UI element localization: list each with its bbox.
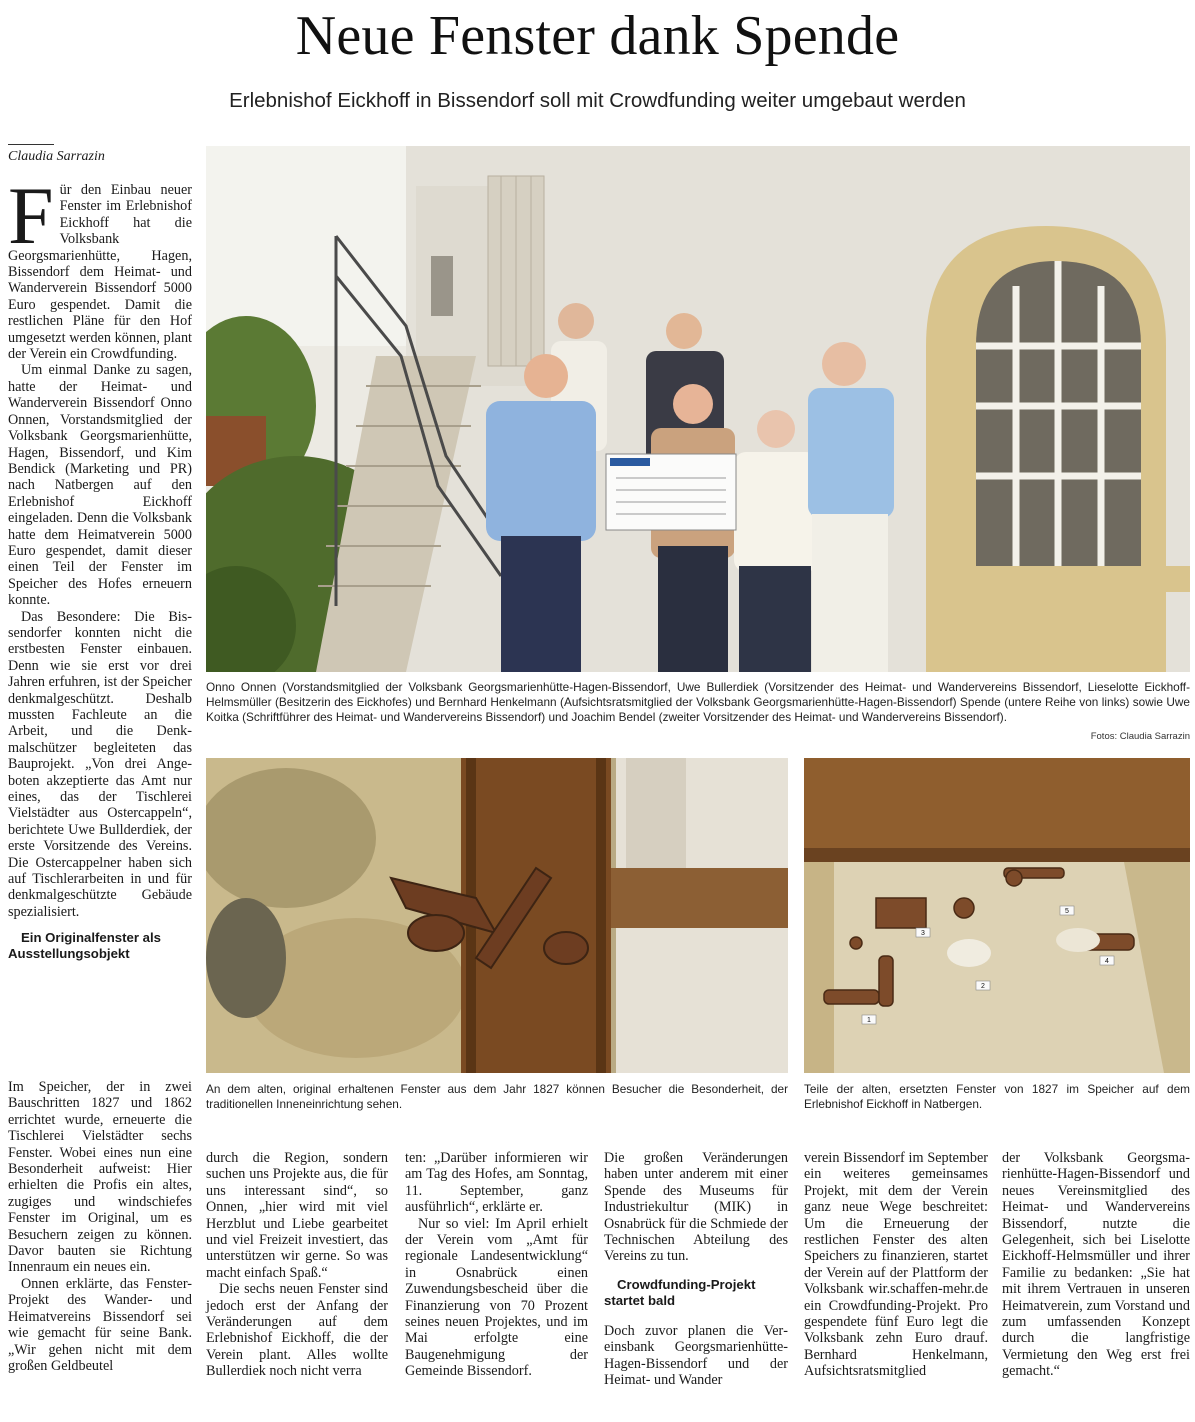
headline: Neue Fenster dank Spende xyxy=(295,5,900,67)
intro-text: ür den Einbau neuer Fenster im Erlebnishof Eickhoff hat die Volksbank Georgsmarienhütte, Hagen, Bissendorf dem Heimat- und Wanderverein Bissendorf 5000 Euro gespendet. Damit die restlichen Pläne für den Hof umgesetzt werden können, plant der Verein ein Crowdfunding. xyxy=(8,182,192,363)
column-2 xyxy=(206,1150,388,1380)
part-label-1: 1 xyxy=(867,1017,871,1024)
parts-photo-caption: Teile der alten, ersetzten Fenster von 1827 im Speicher auf dem Erlebnishof Eickhoff in Natbergen. xyxy=(804,1082,1190,1111)
col2-para-a: durch die Region, sondern suchen uns Projekte aus, die für uns interessant sind“, so Onnen, „hier wird mit viel Herzblut und Liebe gearbeitet und viel Freizeit investiert, das unterstützen wir gerne. So was macht einfach Spaß.“ xyxy=(206,1150,388,1281)
col6-para-a: der Volksbank Georgsmarienhütte-Hagen-Bissendorf und neues Vereinsmitglied des Heimat- und Wandervereins Bissendorf, nutzte die Gelegenheit, sich bei Liselotte Eickhoff-Helmsmüller und ihrer Familie zu bedanken: „Sie hat mit ihrem Vertrauen in unseren Heimatverein, zum Vorstand und zum umfassenden Konzept durch die langfristige Vermietung den Weg erst frei gemacht.“ xyxy=(1002,1150,1190,1380)
col5-para-a: verein Bissendorf im September ein weiteres gemeinsames Projekt, mit dem der Verein ganz neue Wege beschreitet: Um die Erneuerung der restlichen Fenster des alten Speichers zu finanzieren, startet der Verein auf der Plattform der Volksbank wir.schaffen-mehr.de ein Crowdfunding-Projekt. Pro gespendete fünf Euro legt die Volksbank zehn Euro drauf. Bernhard Henkelmann, Aufsichtsratsmitglied xyxy=(804,1150,988,1380)
col4-para-b: Doch zuvor planen die Vereinsbank Georgsmarienhütte-Hagen-Bissendorf und der Heimat- und Wander xyxy=(604,1322,788,1389)
author-rule xyxy=(8,144,54,145)
main-photo-caption: Onno Onnen (Vorstandsmitglied der Volksbank Georgsmarienhütte-Hagen-Bissendorf, Uwe Bullerdiek (Vorsitzender des Heimat- und Wandervereins Bissendorf, Lieselotte Eickhoff-Helmsmüller (Besitzerin des Eickhofes) und Bernhard Henkelmann (Aufsichtsratsmitglied der Volksbank Georgsmarienhütte-Hagen-Bissendorf) Spende (untere Reihe von links) sowie Uwe Koitka (Schriftführer des Heimat- und Wandervereins Bissendorf) und Joachim Bendel (zweiter Vorsitzender des Heimat- und Wandervereins Bissendorf). xyxy=(206,680,1190,724)
paragraph-5: Onnen erklärte, das Fenster-Projekt des Wander- und Heimatvereins Bissendorf sei wie gemacht für seine Bank. „Wir gehen nicht mit dem großen Geldbeutel xyxy=(8,1275,192,1374)
paragraph-4: Im Speicher, der in zwei Bauschritten 1827 und 1862 errichtet wurde, erneuerte die Tischlerei Vielstädter sechs Fenster. Wobei eines nun eine Besonderheit aufweist: Hier erhielten die Profis ein altes, zugiges und windschiefes Fenster im Original, um es Besuchern zeigen zu können. Davor bauten sie Richtung Innenraum ein neues ein. xyxy=(8,1079,192,1276)
paragraph-3: Das Besondere: Die Bissendorfer konnten nicht die erstbesten Fenster einbauen. Denn wie sie erst vor drei Jahren erfuhren, ist der Speicher denkmalgeschützt. Deshalb mussten Fachleute an die Arbeit, und die Denkmalschützer begleiteten das Bauprojekt. „Von drei Angeboten akzeptierte das Amt nur eines, das der Tischlerei Vielstädter aus Ostercappeln“, berichtete Uwe Bullderdiek, der erste Vorsitzende des Vereins. Die Ostercappelner haben sich auf Tischlerarbeiten in und für denkmalgeschützte Gebäude spezialisiert. xyxy=(8,608,192,920)
column-1-bottom xyxy=(8,1079,192,1374)
main-photo xyxy=(206,146,1190,672)
subtitle-originalfenster: Ein Originalfenster als Ausstellungsobjekt xyxy=(8,930,161,962)
column-5 xyxy=(804,1150,988,1380)
part-label-2: 2 xyxy=(981,983,985,990)
dropcap: F xyxy=(8,170,54,261)
col2-para-b: Die sechs neuen Fenster sind jedoch erst der Anfang der Veränderungen auf dem Erlebnishof Eickhoff, die der Verein plant. Alles wollte Bullerdiek noch nicht verra xyxy=(206,1281,388,1380)
col4-para-a: Die großen Veränderungen haben unter anderem mit einer Spende des Museums für Industriekultur (MIK) in Osnabrück für die Schmiede der Technischen Abteilung des Vereins zu tun. xyxy=(604,1150,788,1265)
part-label-4: 4 xyxy=(1105,958,1109,965)
part-label-5: 5 xyxy=(1065,908,1069,915)
window-photo xyxy=(206,758,788,1073)
intro-paragraph xyxy=(8,170,192,363)
subtitle-crowdfunding: Crowdfunding-Projekt startet bald xyxy=(604,1276,756,1308)
photo-credit: Fotos: Claudia Sarrazin xyxy=(1090,731,1190,742)
column-6 xyxy=(1002,1150,1190,1380)
author-byline: Claudia Sarrazin xyxy=(8,149,105,164)
parts-photo xyxy=(804,758,1190,1073)
column-4 xyxy=(604,1150,788,1388)
paragraph-2: Um einmal Danke zu sagen, hatte der Heimat- und Wanderverein Bissendorf Onno Onnen, Vorstandsmitglied der Volksbank Georgsmarienhütte, Hagen, Bissendorf, und Kim Bendick (Marketing und PR) nach Natbergen auf den Erlebnishof Eickhoff eingeladen. Denn die Volksbank hatte dem Heimatverein 5000 Euro gespendet, damit dieser einen Teil der Fenster im Speicher des Hofes erneuern konnte. xyxy=(8,362,192,609)
subheadline: Erlebnishof Eickhoff in Bissendorf soll mit Crowdfunding weiter umgebaut werden xyxy=(229,89,966,112)
part-label-3: 3 xyxy=(921,930,925,937)
column-1-top xyxy=(8,170,192,962)
col3-para-a: ten: „Darüber informieren wir am Tag des Hofes, am Sonntag, 11. September, ganz ausführlich“, erklärte er. xyxy=(405,1150,588,1216)
col3-para-b: Nur so viel: Im April erhielt der Verein vom „Amt für regionale Landesentwicklung“ in Osnabrück einen Zuwendungsbescheid über die Finanzierung von 70 Prozent seines neuen Projektes, und im Mai erfolgte eine Baugenehmigung der Gemeinde Bissendorf. xyxy=(405,1215,588,1380)
window-photo-caption: An dem alten, original erhaltenen Fenster aus dem Jahr 1827 können Besucher die Besonderheit, der traditionellen Inneneinrichtung sehen. xyxy=(206,1082,788,1111)
column-3 xyxy=(405,1150,588,1380)
